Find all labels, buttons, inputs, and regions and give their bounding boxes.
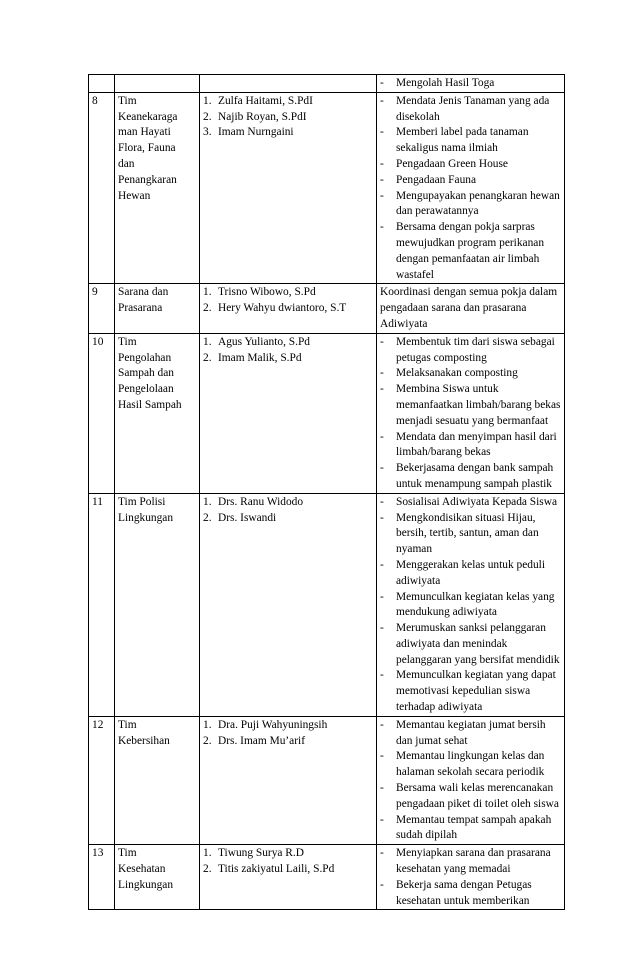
- task-list: [380, 495, 561, 716]
- task-item: [380, 511, 561, 558]
- row-number: 11: [89, 493, 115, 716]
- task-text: Memantau lingkungan kelas dan halaman sekolah secara periodik: [396, 750, 545, 779]
- task-item: [380, 558, 561, 590]
- team-members: [200, 493, 377, 716]
- member-list: [203, 335, 373, 367]
- dash-marker: -: [380, 813, 384, 826]
- member-item: [203, 110, 373, 126]
- member-name: Najib Royan, S.PdI: [218, 110, 307, 123]
- member-name: Titis zakiyatul Laili, S.Pd: [218, 863, 335, 876]
- member-number: 1.: [203, 847, 212, 860]
- task-item: [380, 173, 561, 189]
- member-name: Trisno Wibowo, S.Pd: [218, 286, 316, 299]
- member-item: [203, 495, 373, 511]
- member-item: [203, 734, 373, 750]
- member-item: [203, 846, 373, 862]
- member-item: [203, 718, 373, 734]
- member-list: [203, 718, 373, 750]
- row-number: 8: [89, 92, 115, 284]
- task-item: [380, 430, 561, 462]
- task-text: Bekerja sama dengan Petugas kesehatan untuk memberikan: [396, 878, 532, 907]
- carryover-members: [200, 75, 377, 93]
- dash-marker: -: [380, 847, 384, 860]
- team-name-line: Flora, Fauna: [118, 142, 176, 155]
- member-number: 2.: [203, 863, 212, 876]
- task-text: Mendata dan menyimpan hasil dari limbah/barang bekas: [396, 430, 557, 459]
- task-item: [380, 495, 561, 511]
- task-text: Bersama dengan pokja sarpras mewujudkan program perikanan dengan pemanfaatan air limbah wastafel: [396, 221, 545, 281]
- carryover-row: [89, 75, 565, 93]
- task-item: [380, 621, 561, 668]
- task-item: [380, 382, 561, 429]
- member-number: 2.: [203, 302, 212, 315]
- member-number: 3.: [203, 126, 212, 139]
- team-name-line: Tim: [118, 847, 137, 860]
- team-name-line: Hewan: [118, 189, 151, 202]
- task-item: [380, 366, 561, 382]
- task-item: [380, 157, 561, 173]
- task-item: [380, 878, 561, 910]
- member-name: Imam Nurngaini: [218, 126, 294, 139]
- team-name: [115, 716, 200, 844]
- team-name: [115, 845, 200, 910]
- task-text: Mengupayakan penangkaran hewan dan perawatannya: [396, 189, 560, 218]
- team-members: [200, 845, 377, 910]
- member-item: [203, 301, 373, 317]
- dash-marker: -: [380, 558, 384, 571]
- team-name: [115, 92, 200, 284]
- team-name-line: Sarana dan: [118, 286, 169, 299]
- member-name: Tiwung Surya R.D: [218, 847, 304, 860]
- member-number: 2.: [203, 110, 212, 123]
- row-number: 9: [89, 284, 115, 333]
- task-item: [380, 220, 561, 283]
- task-text: Sosialisai Adiwiyata Kepada Siswa: [396, 495, 558, 508]
- dash-marker: -: [380, 750, 384, 763]
- task-text: Memunculkan kegiatan yang dapat memotivasi kepedulian siswa terhadap adiwiyata: [396, 669, 556, 714]
- task-list: [380, 94, 561, 284]
- table-row: [89, 493, 565, 716]
- member-number: 1.: [203, 335, 212, 348]
- member-list: [203, 495, 373, 527]
- carryover-tasks: [377, 75, 565, 93]
- task-text: Mendata Jenis Tanaman yang ada disekolah: [396, 94, 550, 123]
- team-table: [88, 74, 565, 910]
- task-item: [380, 846, 561, 878]
- task-item: [380, 749, 561, 781]
- dash-marker: -: [380, 189, 384, 202]
- team-tasks: [377, 92, 565, 284]
- team-members: [200, 716, 377, 844]
- task-text: Pengadaan Fauna: [396, 173, 477, 186]
- task-item: - Mengolah Hasil Toga: [380, 76, 561, 92]
- member-name: Zulfa Haitami, S.PdI: [218, 94, 313, 107]
- table-row: [89, 845, 565, 910]
- member-name: Drs. Imam Mu’arif: [218, 734, 305, 747]
- row-number: 12: [89, 716, 115, 844]
- team-name-line: Pengelolaan: [118, 383, 174, 396]
- team-members: [200, 333, 377, 493]
- task-item: [380, 718, 561, 750]
- dash-marker: -: [380, 782, 384, 795]
- task-item: [380, 781, 561, 813]
- member-number: 1.: [203, 495, 212, 508]
- member-item: [203, 862, 373, 878]
- team-name: [115, 493, 200, 716]
- team-members: [200, 284, 377, 333]
- task-list: [380, 846, 561, 909]
- team-name-line: Tim: [118, 94, 137, 107]
- task-list: [380, 335, 561, 493]
- team-name-line: Pengolahan: [118, 351, 172, 364]
- table-row: [89, 92, 565, 284]
- task-item: [380, 125, 561, 157]
- task-text: Melaksanakan composting: [396, 367, 518, 380]
- team-name-line: Lingkungan: [118, 878, 174, 891]
- dash-marker: -: [380, 126, 384, 139]
- dash-marker: -: [380, 383, 384, 396]
- team-name-line: Prasarana: [118, 302, 163, 315]
- task-item: [380, 94, 561, 126]
- dash-marker: -: [380, 495, 384, 508]
- dash-marker: -: [380, 878, 384, 891]
- team-tasks: [377, 284, 565, 333]
- team-name-line: Sampah dan: [118, 367, 174, 380]
- table-row: [89, 284, 565, 333]
- team-table-body: [89, 75, 565, 910]
- row-number: 13: [89, 845, 115, 910]
- member-list: [203, 285, 373, 317]
- team-name: [115, 333, 200, 493]
- task-text: Menggerakan kelas untuk peduli adiwiyata: [396, 558, 545, 587]
- dash-marker: -: [380, 718, 384, 731]
- member-number: 1.: [203, 94, 212, 107]
- team-name-line: dan: [118, 157, 135, 170]
- task-item: [380, 189, 561, 221]
- team-name-line: man Hayati: [118, 126, 171, 139]
- task-item: [380, 335, 561, 367]
- task-text: Memunculkan kegiatan kelas yang mendukung adiwiyata: [396, 590, 555, 619]
- task-text: Membentuk tim dari siswa sebagai petugas composting: [396, 335, 555, 364]
- member-list: [203, 94, 373, 141]
- task-text: Memantau kegiatan jumat bersih dan jumat sehat: [396, 718, 546, 747]
- team-name-line: Kesehatan: [118, 863, 166, 876]
- member-item: [203, 94, 373, 110]
- team-members: [200, 92, 377, 284]
- member-item: [203, 125, 373, 141]
- task-item: [380, 813, 561, 845]
- team-tasks: [377, 845, 565, 910]
- dash-marker: -: [380, 94, 384, 107]
- dash-marker: -: [380, 430, 384, 443]
- member-item: [203, 351, 373, 367]
- dash-marker: -: [380, 622, 384, 635]
- team-name-line: Hasil Sampah: [118, 398, 182, 411]
- row-number: 10: [89, 333, 115, 493]
- dash-marker: -: [380, 77, 384, 89]
- member-number: 2.: [203, 734, 212, 747]
- member-number: 2.: [203, 351, 212, 364]
- task-text: Bekerjasama dengan bank sampah untuk menampung sampah plastik: [396, 462, 554, 490]
- task-text: Memberi label pada tanaman sekaligus nama ilmiah: [396, 126, 529, 155]
- task-text: Mengkondisikan situasi Hijau, bersih, tertib, santun, aman dan nyaman: [396, 511, 539, 556]
- team-tasks: [377, 493, 565, 716]
- member-number: 2.: [203, 511, 212, 524]
- team-tasks: [377, 333, 565, 493]
- task-text: Membina Siswa untuk memanfaatkan limbah/barang bekas menjadi sesuatu yang bermanfaat: [396, 383, 561, 427]
- team-name-line: Tim Polisi: [118, 495, 166, 508]
- team-name: [115, 284, 200, 333]
- team-name-line: Lingkungan: [118, 511, 174, 524]
- dash-marker: -: [380, 335, 384, 348]
- carryover-team: [115, 75, 200, 93]
- team-name-line: Keanekaraga: [118, 110, 178, 123]
- task-text: Menyiapkan sarana dan prasarana kesehatan yang memadai: [396, 847, 551, 876]
- team-name-line: Penangkaran: [118, 173, 177, 186]
- member-item: [203, 285, 373, 301]
- member-item: [203, 335, 373, 351]
- task-text: Pengadaan Green House: [396, 157, 508, 170]
- carryover-task-list: [380, 76, 561, 92]
- dash-marker: -: [380, 669, 384, 682]
- team-name-line: Tim: [118, 335, 137, 348]
- member-number: 1.: [203, 286, 212, 299]
- task-text: Bersama wali kelas merencanakan pengadaan piket di toilet oleh siswa: [396, 782, 559, 810]
- team-name-line: Tim: [118, 718, 137, 731]
- task-item: [380, 590, 561, 622]
- task-list: [380, 718, 561, 844]
- dash-marker: -: [380, 157, 384, 170]
- dash-marker: -: [380, 511, 384, 524]
- dash-marker: -: [380, 462, 384, 475]
- dash-marker: -: [380, 221, 384, 234]
- dash-marker: -: [380, 367, 384, 380]
- member-name: Hery Wahyu dwiantoro, S.T: [218, 302, 347, 315]
- member-name: Imam Malik, S.Pd: [218, 351, 302, 364]
- dash-marker: -: [380, 590, 384, 603]
- team-name-line: Kebersihan: [118, 734, 170, 747]
- table-row: [89, 716, 565, 844]
- member-name: Agus Yulianto, S.Pd: [218, 335, 310, 348]
- team-tasks: [377, 716, 565, 844]
- task-text: Merumuskan sanksi pelanggaran adiwiyata dan menindak pelanggaran yang bersifat mendidik: [396, 622, 560, 666]
- member-name: Drs. Iswandi: [218, 511, 277, 524]
- member-name: Dra. Puji Wahyuningsih: [218, 718, 328, 731]
- member-name: Drs. Ranu Widodo: [218, 495, 304, 508]
- member-number: 1.: [203, 718, 212, 731]
- task-text: Memantau tempat sampah apakah sudah dipilah: [396, 813, 552, 842]
- dash-marker: -: [380, 173, 384, 186]
- carryover-no: [89, 75, 115, 93]
- table-row: [89, 333, 565, 493]
- member-item: [203, 511, 373, 527]
- member-list: [203, 846, 373, 878]
- task-item: [380, 461, 561, 493]
- task-item: [380, 668, 561, 715]
- task-text: Koordinasi dengan semua pokja dalam pengadaan sarana dan prasarana Adiwiyata: [380, 286, 558, 330]
